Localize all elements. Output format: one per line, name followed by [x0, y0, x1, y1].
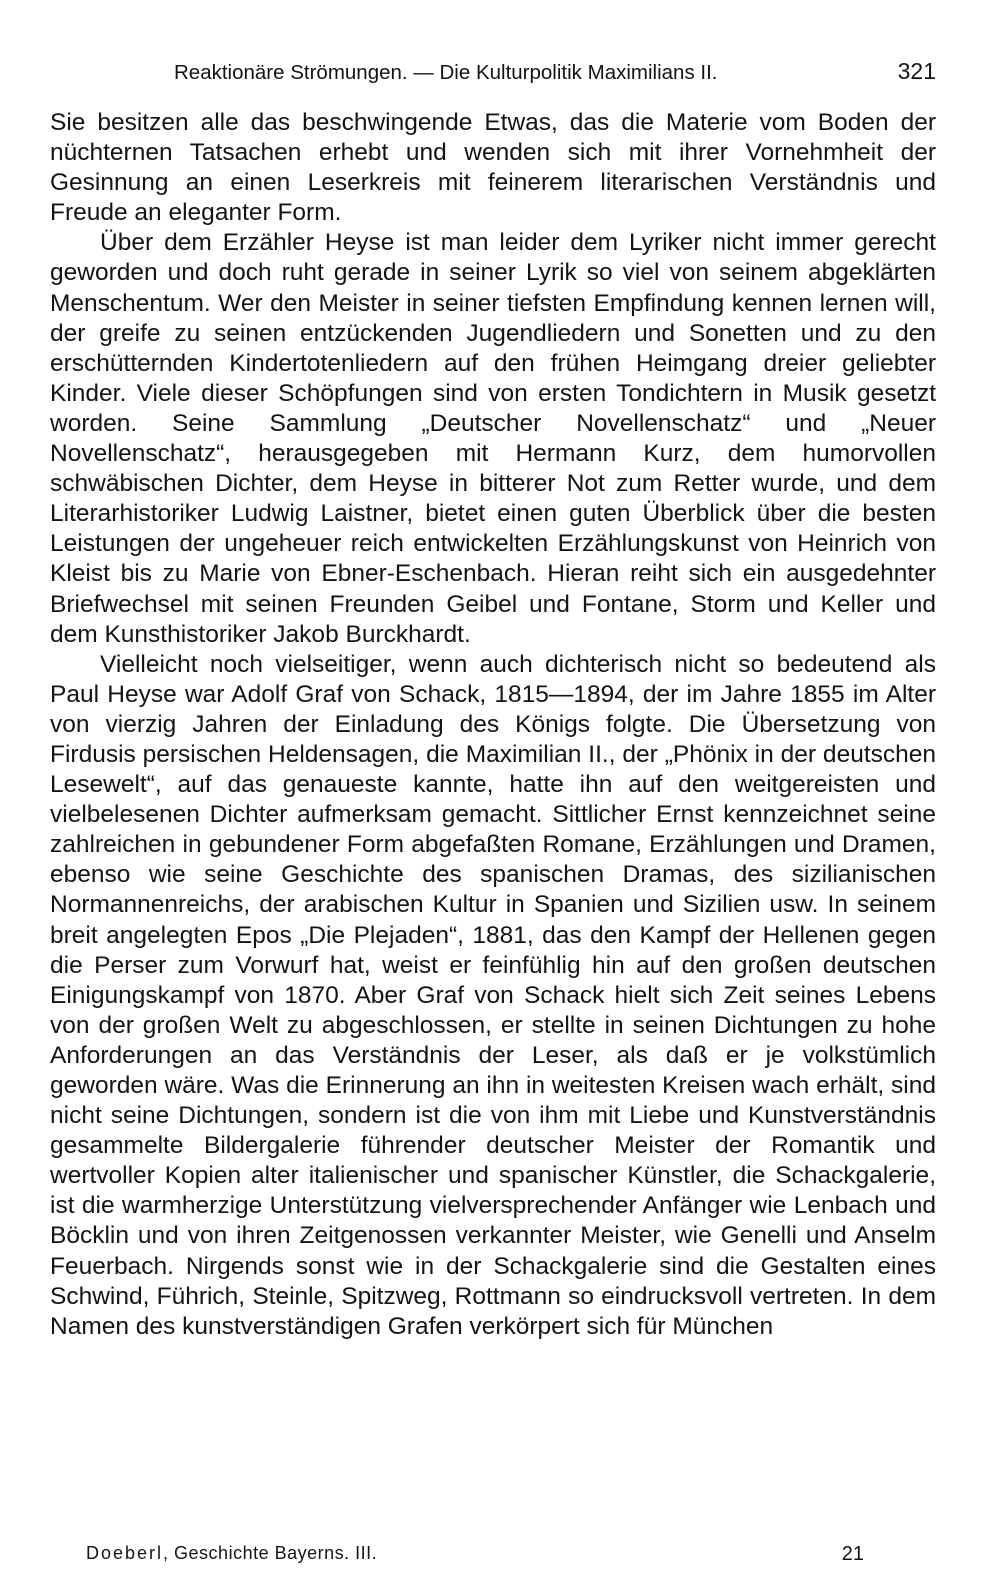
body-text — [50, 108, 936, 1342]
footer-author: Doeberl — [86, 1543, 164, 1563]
footer-book-title: , Geschichte Bayerns. III. — [163, 1543, 378, 1563]
running-header — [50, 58, 936, 100]
running-title: Reaktionäre Strömungen. — Die Kulturpolitik Maximilians II. — [174, 61, 718, 84]
footer-citation — [86, 1543, 377, 1566]
paragraph-1: Sie besitzen alle das beschwingende Etwas, das die Materie vom Boden der nüchternen Tatsachen erhebt und wenden sich mit ihrer Vornehmheit der Gesinnung an einen Leserkreis mit feinerem literarischen Verständnis und Freude an eleganter Form. — [50, 109, 936, 227]
page-number: 321 — [897, 58, 936, 84]
paragraph-3: Vielleicht noch vielseitiger, wenn auch dichterisch nicht so bedeutend als Paul Heyse war Adolf Graf von Schack, 1815—1894, der im Jahre 1855 im Alter von vierzig Jahren der Einladung des Königs folgte. Die Übersetzung von Firdusis persischen Heldensagen, die Maximilian II., der „Phönix in der deutschen Lesewelt“, auf das genaueste kannte, hatte ihn auf den weitgereisten und vielbelesenen Dichter aufmerksam gemacht. Sittlicher Ernst kennzeichnet seine zahlreichen in gebundener Form abgefaßten Romane, Erzählungen und Dramen, ebenso wie seine Geschichte des spanischen Dramas, des sizilianischen Normannenreichs, der arabischen Kultur in Spanien und Sizilien usw. In seinem breit angelegten Epos „Die Plejaden“, 1881, das den Kampf der Hellenen gegen die Perser zum Vorwurf hat, weist er feinfühlig hin auf den großen deutschen Einigungskampf von 1870. Aber Graf von Schack hielt sich Zeit seines Lebens von der großen Welt zu abgeschlossen, er stellte in seinen Dichtungen zu hohe Anforderungen an das Verständnis der Leser, als daß er je volkstümlich geworden wäre. Was die Erinnerung an ihn in weitesten Kreisen wach erhält, sind nicht seine Dichtungen, sondern ist die von ihm mit Liebe und Kunstverständnis gesammelte Bildergalerie führender deutscher Meister der Romantik und wertvoller Kopien alter italienischer und spanischer Künstler, die Schackgalerie, ist die warmherzige Unterstützung vielversprechender Anfänger wie Lenbach und Böcklin und von ihren Zeitgenossen verkannter Meister, wie Genelli und Anselm Feuerbach. Nirgends sonst wie in der Schackgalerie sind die Gestalten eines Schwind, Führich, Steinle, Spitzweg, Rottmann so eindrucksvoll vertreten. In dem Namen des kunstverständigen Grafen verkörpert sich für München — [50, 650, 936, 1340]
signature-mark: 21 — [841, 1543, 864, 1565]
page-footer — [86, 1543, 864, 1566]
paragraph-2: Über dem Erzähler Heyse ist man leider dem Lyriker nicht immer gerecht geworden und doch ruht gerade in seiner Lyrik so viel von seinem abgeklärten Menschentum. Wer den Meister in seiner tiefsten Empfindung kennen lernen will, der greife zu seinen entzückenden Jugendliedern und Sonetten und zu den erschütternden Kindertotenliedern auf den frühen Heimgang dreier geliebter Kinder. Viele dieser Schöpfungen sind von ersten Tondichtern in Musik gesetzt worden. Seine Sammlung „Deutscher Novellenschatz“ und „Neuer Novellenschatz“, herausgegeben mit Hermann Kurz, dem humorvollen schwäbischen Dichter, dem Heyse in bitterer Not zum Retter wurde, und dem Literarhistoriker Ludwig Laistner, bietet einen guten Überblick über die besten Leistungen der ungeheuer reich entwickelten Erzählungskunst von Heinrich von Kleist bis zu Marie von Ebner-Eschenbach. Hieran reiht sich ein ausgedehnter Briefwechsel mit seinen Freunden Geibel und Fontane, Storm und Keller und dem Kunsthistoriker Jakob Burckhardt. — [50, 229, 936, 648]
